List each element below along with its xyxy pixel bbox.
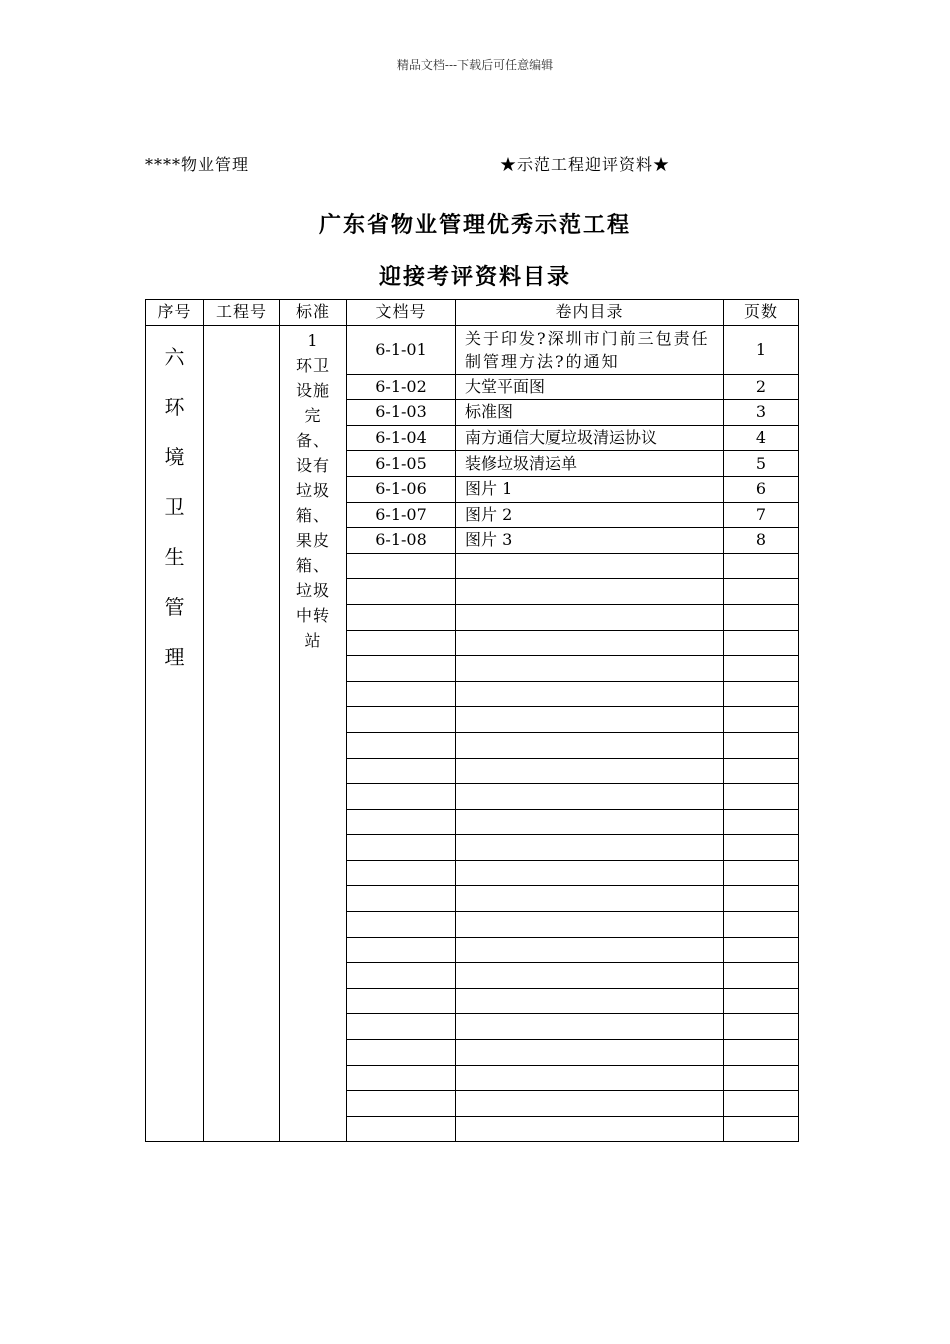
pages-cell <box>724 604 799 630</box>
doc-no-cell <box>347 886 456 912</box>
standard-text-line: 垃圾 <box>295 480 330 500</box>
contents-cell <box>456 1065 724 1091</box>
contents-cell <box>456 912 724 938</box>
doc-no-cell <box>347 758 456 784</box>
section-cell <box>146 325 204 1142</box>
contents-cell: 图片 2 <box>456 502 724 528</box>
section-char: 生 <box>164 544 185 569</box>
page-subtitle: 迎接考评资料目录 <box>378 264 571 290</box>
doc-no-cell <box>347 1091 456 1117</box>
doc-no-cell <box>347 707 456 733</box>
section-char: 卫 <box>164 494 185 519</box>
contents-cell <box>456 886 724 912</box>
pages-cell <box>724 1040 799 1066</box>
contents-cell <box>456 809 724 835</box>
doc-no-cell: 6-1-04 <box>347 425 456 451</box>
contents-cell <box>456 784 724 810</box>
doc-no-cell: 6-1-07 <box>347 502 456 528</box>
doc-no-cell <box>347 860 456 886</box>
standard-text-line: 箱、 <box>295 555 330 575</box>
doc-no-cell <box>347 579 456 605</box>
contents-cell <box>456 937 724 963</box>
standard-text-line: 果皮 <box>295 530 330 550</box>
doc-no-cell <box>347 656 456 682</box>
contents-cell: 标准图 <box>456 400 724 426</box>
header-company: ****物业管理 <box>145 155 250 174</box>
pages-cell: 7 <box>724 502 799 528</box>
contents-cell <box>456 707 724 733</box>
section-char: 环 <box>164 394 185 419</box>
pages-cell <box>724 860 799 886</box>
col-header-pages: 页数 <box>724 300 799 326</box>
contents-cell <box>456 630 724 656</box>
pages-cell <box>724 553 799 579</box>
pages-cell <box>724 1065 799 1091</box>
contents-cell: 图片 3 <box>456 528 724 554</box>
catalog-table <box>145 299 799 1142</box>
doc-no-cell: 6-1-06 <box>347 476 456 502</box>
pages-cell <box>724 630 799 656</box>
pages-cell <box>724 963 799 989</box>
contents-cell <box>456 1091 724 1117</box>
header-project-label: ★示范工程迎评资料★ <box>500 155 671 174</box>
doc-no-cell <box>347 937 456 963</box>
contents-cell <box>456 963 724 989</box>
doc-no-cell <box>347 604 456 630</box>
contents-cell <box>456 758 724 784</box>
pages-cell: 4 <box>724 425 799 451</box>
contents-cell: 南方通信大厦垃圾清运协议 <box>456 425 724 451</box>
doc-no-cell <box>347 912 456 938</box>
col-header-seq: 序号 <box>146 300 204 326</box>
pages-cell <box>724 758 799 784</box>
pages-cell <box>724 937 799 963</box>
contents-cell: 大堂平面图 <box>456 374 724 400</box>
contents-cell <box>456 835 724 861</box>
pages-cell: 1 <box>724 325 799 374</box>
pages-cell: 8 <box>724 528 799 554</box>
doc-no-cell <box>347 1014 456 1040</box>
standard-text-line: 1 <box>307 330 319 350</box>
standard-text-line: 完 <box>304 405 322 425</box>
standard-text-line: 设有 <box>295 455 330 475</box>
pages-cell <box>724 707 799 733</box>
contents-cell: 关于印发?深圳市门前三包责任制管理方法?的通知 <box>456 325 724 374</box>
pages-cell <box>724 1116 799 1142</box>
table-header-row <box>146 300 799 326</box>
doc-no-cell <box>347 630 456 656</box>
contents-cell <box>456 988 724 1014</box>
standard-text-line: 设施 <box>295 380 330 400</box>
section-char: 理 <box>164 644 185 669</box>
contents-cell <box>456 656 724 682</box>
standard-text-line: 箱、 <box>295 505 330 525</box>
doc-no-cell <box>347 784 456 810</box>
doc-no-cell: 6-1-01 <box>347 325 456 374</box>
watermark-text: 精品文档---下载后可任意编辑 <box>396 58 554 72</box>
contents-cell <box>456 1014 724 1040</box>
contents-cell <box>456 1116 724 1142</box>
contents-cell <box>456 604 724 630</box>
col-header-project-no: 工程号 <box>204 300 280 326</box>
doc-no-cell <box>347 835 456 861</box>
standard-cell <box>280 325 347 1142</box>
col-header-doc-no: 文档号 <box>347 300 456 326</box>
pages-cell <box>724 886 799 912</box>
standard-text-line: 备、 <box>295 430 330 450</box>
pages-cell <box>724 784 799 810</box>
doc-no-cell <box>347 809 456 835</box>
contents-cell: 图片 1 <box>456 476 724 502</box>
pages-cell <box>724 579 799 605</box>
contents-cell: 装修垃圾清运单 <box>456 451 724 477</box>
doc-no-cell: 6-1-05 <box>347 451 456 477</box>
standard-text-line: 中转 <box>295 605 330 625</box>
pages-cell <box>724 912 799 938</box>
contents-cell <box>456 681 724 707</box>
section-char: 六 <box>164 344 185 369</box>
doc-no-cell: 6-1-03 <box>347 400 456 426</box>
section-char: 境 <box>164 444 185 469</box>
doc-no-cell <box>347 963 456 989</box>
doc-no-cell <box>347 553 456 579</box>
pages-cell <box>724 809 799 835</box>
col-header-contents: 卷内目录 <box>456 300 724 326</box>
doc-no-cell <box>347 681 456 707</box>
doc-no-cell: 6-1-02 <box>347 374 456 400</box>
section-char: 管 <box>164 594 185 619</box>
pages-cell: 5 <box>724 451 799 477</box>
standard-text-line: 垃圾 <box>295 580 330 600</box>
pages-cell <box>724 681 799 707</box>
pages-cell <box>724 656 799 682</box>
col-header-standard: 标准 <box>280 300 347 326</box>
contents-cell <box>456 732 724 758</box>
doc-no-cell: 6-1-08 <box>347 528 456 554</box>
pages-cell <box>724 732 799 758</box>
pages-cell <box>724 1091 799 1117</box>
doc-no-cell <box>347 732 456 758</box>
page-title: 广东省物业管理优秀示范工程 <box>318 212 631 238</box>
standard-text-line: 环卫 <box>295 355 330 375</box>
pages-cell: 3 <box>724 400 799 426</box>
doc-no-cell <box>347 988 456 1014</box>
pages-cell: 2 <box>724 374 799 400</box>
contents-cell <box>456 553 724 579</box>
pages-cell <box>724 988 799 1014</box>
pages-cell <box>724 835 799 861</box>
contents-cell <box>456 1040 724 1066</box>
pages-cell <box>724 1014 799 1040</box>
doc-no-cell <box>347 1116 456 1142</box>
table-row <box>146 325 799 374</box>
standard-text-line: 站 <box>304 630 322 650</box>
doc-no-cell <box>347 1040 456 1066</box>
doc-no-cell <box>347 1065 456 1091</box>
contents-cell <box>456 860 724 886</box>
contents-cell <box>456 579 724 605</box>
project-no-cell <box>204 325 280 1142</box>
pages-cell: 6 <box>724 476 799 502</box>
